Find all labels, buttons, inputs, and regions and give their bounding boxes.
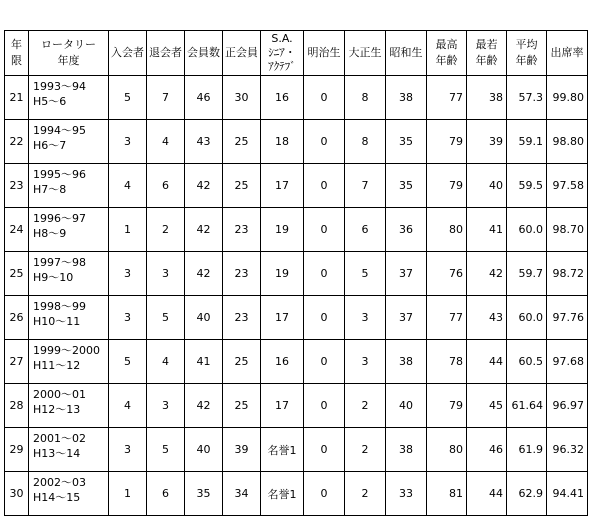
cell-term: 25 — [5, 252, 29, 296]
cell-min-age: 43 — [467, 296, 507, 340]
cell-member-count: 46 — [185, 76, 223, 120]
cell-term: 26 — [5, 296, 29, 340]
header-term — [5, 31, 29, 76]
cell-regular-members: 23 — [223, 252, 261, 296]
cell-member-count: 43 — [185, 120, 223, 164]
cell-attendance-rate: 97.68 — [547, 340, 588, 384]
header-term-line1: 年 — [11, 38, 22, 51]
cell-regular-members: 25 — [223, 340, 261, 384]
rotary-year-heisei: H12～13 — [33, 403, 81, 416]
cell-showa-born: 35 — [386, 164, 427, 208]
cell-regular-members: 30 — [223, 76, 261, 120]
cell-taisho-born: 3 — [345, 340, 386, 384]
header-max-age — [427, 31, 467, 76]
cell-max-age: 78 — [427, 340, 467, 384]
table-row — [5, 296, 588, 340]
cell-attendance-rate: 98.70 — [547, 208, 588, 252]
table-row — [5, 76, 588, 120]
cell-left: 4 — [147, 120, 185, 164]
cell-taisho-born: 7 — [345, 164, 386, 208]
header-min-age — [467, 31, 507, 76]
table-row — [5, 208, 588, 252]
cell-member-count: 40 — [185, 296, 223, 340]
cell-meiji-born: 0 — [304, 164, 345, 208]
cell-joined: 3 — [109, 252, 147, 296]
header-left: 退会者 — [147, 31, 185, 76]
rotary-year-western: 2002～03 — [33, 476, 86, 489]
header-attendance-rate: 出席率 — [547, 31, 588, 76]
header-avg-age-line1: 平均 — [515, 38, 538, 51]
cell-min-age: 46 — [467, 428, 507, 472]
cell-avg-age: 60.5 — [507, 340, 547, 384]
header-joined: 入会者 — [109, 31, 147, 76]
cell-left: 5 — [147, 296, 185, 340]
cell-rotary-year — [29, 340, 109, 384]
cell-attendance-rate: 96.32 — [547, 428, 588, 472]
cell-showa-born: 38 — [386, 76, 427, 120]
cell-meiji-born: 0 — [304, 340, 345, 384]
cell-showa-born: 40 — [386, 384, 427, 428]
cell-senior-active: 16 — [261, 340, 304, 384]
rotary-year-heisei: H6～7 — [33, 139, 67, 152]
rotary-year-heisei: H8～9 — [33, 227, 67, 240]
cell-taisho-born: 2 — [345, 472, 386, 516]
cell-senior-active: 18 — [261, 120, 304, 164]
cell-term: 23 — [5, 164, 29, 208]
cell-attendance-rate: 96.97 — [547, 384, 588, 428]
header-avg-age-line2: 年齢 — [515, 54, 538, 67]
cell-min-age: 42 — [467, 252, 507, 296]
rotary-year-heisei: H10～11 — [33, 315, 81, 328]
cell-regular-members: 34 — [223, 472, 261, 516]
cell-senior-active: 17 — [261, 296, 304, 340]
cell-avg-age: 59.5 — [507, 164, 547, 208]
cell-avg-age: 59.1 — [507, 120, 547, 164]
rotary-year-western: 2001～02 — [33, 432, 86, 445]
rotary-year-western: 1997～98 — [33, 256, 86, 269]
cell-taisho-born: 8 — [345, 76, 386, 120]
cell-left: 6 — [147, 472, 185, 516]
header-max-age-line2: 年齢 — [435, 54, 458, 67]
cell-min-age: 40 — [467, 164, 507, 208]
cell-min-age: 45 — [467, 384, 507, 428]
cell-joined: 5 — [109, 340, 147, 384]
cell-rotary-year — [29, 296, 109, 340]
cell-meiji-born: 0 — [304, 472, 345, 516]
cell-attendance-rate: 98.72 — [547, 252, 588, 296]
header-min-age-line1: 最若 — [475, 38, 498, 51]
cell-left: 3 — [147, 252, 185, 296]
cell-joined: 5 — [109, 76, 147, 120]
cell-meiji-born: 0 — [304, 296, 345, 340]
cell-joined: 4 — [109, 164, 147, 208]
cell-rotary-year — [29, 384, 109, 428]
cell-left: 2 — [147, 208, 185, 252]
cell-attendance-rate: 97.58 — [547, 164, 588, 208]
table-row — [5, 252, 588, 296]
cell-taisho-born: 3 — [345, 296, 386, 340]
cell-joined: 3 — [109, 296, 147, 340]
cell-showa-born: 33 — [386, 472, 427, 516]
cell-rotary-year — [29, 164, 109, 208]
cell-avg-age: 60.0 — [507, 296, 547, 340]
cell-member-count: 42 — [185, 384, 223, 428]
table-row — [5, 428, 588, 472]
cell-attendance-rate: 98.80 — [547, 120, 588, 164]
header-rotary-year-line1: ロータリー — [41, 38, 96, 51]
cell-rotary-year — [29, 120, 109, 164]
cell-joined: 1 — [109, 472, 147, 516]
cell-meiji-born: 0 — [304, 384, 345, 428]
rotary-year-heisei: H5～6 — [33, 95, 67, 108]
cell-term: 30 — [5, 472, 29, 516]
cell-rotary-year — [29, 472, 109, 516]
cell-showa-born: 36 — [386, 208, 427, 252]
header-meiji-born: 明治生 — [304, 31, 345, 76]
cell-member-count: 35 — [185, 472, 223, 516]
header-rotary-year — [29, 31, 109, 76]
cell-meiji-born: 0 — [304, 252, 345, 296]
header-senior-active-line1: S.A. — [271, 32, 293, 45]
cell-meiji-born: 0 — [304, 208, 345, 252]
header-member-count: 会員数 — [185, 31, 223, 76]
cell-regular-members: 39 — [223, 428, 261, 472]
cell-min-age: 41 — [467, 208, 507, 252]
rotary-year-heisei: H11～12 — [33, 359, 81, 372]
cell-regular-members: 25 — [223, 164, 261, 208]
cell-left: 3 — [147, 384, 185, 428]
cell-senior-active: 19 — [261, 208, 304, 252]
cell-term: 29 — [5, 428, 29, 472]
cell-rotary-year — [29, 76, 109, 120]
cell-max-age: 79 — [427, 120, 467, 164]
cell-term: 21 — [5, 76, 29, 120]
header-senior-active — [261, 31, 304, 76]
cell-rotary-year — [29, 252, 109, 296]
cell-regular-members: 23 — [223, 296, 261, 340]
cell-min-age: 44 — [467, 472, 507, 516]
rotary-year-western: 1998～99 — [33, 300, 86, 313]
cell-taisho-born: 5 — [345, 252, 386, 296]
cell-meiji-born: 0 — [304, 428, 345, 472]
cell-avg-age: 59.7 — [507, 252, 547, 296]
cell-rotary-year — [29, 428, 109, 472]
cell-max-age: 77 — [427, 76, 467, 120]
cell-max-age: 76 — [427, 252, 467, 296]
cell-attendance-rate: 94.41 — [547, 472, 588, 516]
cell-min-age: 38 — [467, 76, 507, 120]
header-regular-members: 正会員 — [223, 31, 261, 76]
cell-senior-active: 名誉1 — [261, 428, 304, 472]
rotary-year-western: 1994～95 — [33, 124, 86, 137]
cell-term: 28 — [5, 384, 29, 428]
cell-member-count: 41 — [185, 340, 223, 384]
cell-min-age: 39 — [467, 120, 507, 164]
table-row — [5, 472, 588, 516]
cell-showa-born: 37 — [386, 296, 427, 340]
rotary-year-western: 2000～01 — [33, 388, 86, 401]
table-row — [5, 120, 588, 164]
cell-attendance-rate: 99.80 — [547, 76, 588, 120]
header-rotary-year-line2: 年度 — [57, 54, 80, 67]
header-row — [5, 31, 588, 76]
table-row — [5, 340, 588, 384]
cell-max-age: 79 — [427, 164, 467, 208]
cell-senior-active: 17 — [261, 164, 304, 208]
cell-senior-active: 17 — [261, 384, 304, 428]
cell-max-age: 80 — [427, 428, 467, 472]
cell-regular-members: 23 — [223, 208, 261, 252]
cell-joined: 3 — [109, 428, 147, 472]
cell-joined: 1 — [109, 208, 147, 252]
rotary-year-heisei: H13～14 — [33, 447, 81, 460]
cell-left: 6 — [147, 164, 185, 208]
header-min-age-line2: 年齢 — [475, 54, 498, 67]
cell-member-count: 42 — [185, 252, 223, 296]
cell-avg-age: 60.0 — [507, 208, 547, 252]
cell-left: 7 — [147, 76, 185, 120]
rotary-year-western: 1999～2000 — [33, 344, 100, 357]
rotary-year-heisei: H14～15 — [33, 491, 81, 504]
cell-term: 24 — [5, 208, 29, 252]
cell-min-age: 44 — [467, 340, 507, 384]
cell-max-age: 81 — [427, 472, 467, 516]
cell-avg-age: 62.9 — [507, 472, 547, 516]
cell-senior-active: 名誉1 — [261, 472, 304, 516]
cell-member-count: 40 — [185, 428, 223, 472]
cell-senior-active: 19 — [261, 252, 304, 296]
cell-meiji-born: 0 — [304, 76, 345, 120]
cell-showa-born: 38 — [386, 340, 427, 384]
cell-taisho-born: 8 — [345, 120, 386, 164]
cell-term: 22 — [5, 120, 29, 164]
header-showa-born: 昭和生 — [386, 31, 427, 76]
header-term-line2: 限 — [11, 54, 22, 67]
rotary-year-western: 1993～94 — [33, 80, 86, 93]
table-row — [5, 164, 588, 208]
cell-joined: 4 — [109, 384, 147, 428]
header-taisho-born: 大正生 — [345, 31, 386, 76]
cell-taisho-born: 6 — [345, 208, 386, 252]
cell-rotary-year — [29, 208, 109, 252]
cell-showa-born: 38 — [386, 428, 427, 472]
rotary-year-heisei: H9～10 — [33, 271, 74, 284]
header-senior-active-line3: ｱｸﾃﾌﾞ — [268, 60, 296, 73]
header-max-age-line1: 最高 — [435, 38, 458, 51]
rotary-year-heisei: H7～8 — [33, 183, 67, 196]
cell-member-count: 42 — [185, 164, 223, 208]
cell-avg-age: 61.64 — [507, 384, 547, 428]
membership-statistics-table — [4, 30, 588, 516]
cell-left: 5 — [147, 428, 185, 472]
cell-member-count: 42 — [185, 208, 223, 252]
cell-regular-members: 25 — [223, 384, 261, 428]
cell-attendance-rate: 97.76 — [547, 296, 588, 340]
cell-regular-members: 25 — [223, 120, 261, 164]
cell-avg-age: 57.3 — [507, 76, 547, 120]
table-body — [5, 76, 588, 516]
cell-term: 27 — [5, 340, 29, 384]
cell-taisho-born: 2 — [345, 384, 386, 428]
rotary-year-western: 1996～97 — [33, 212, 86, 225]
cell-avg-age: 61.9 — [507, 428, 547, 472]
cell-max-age: 79 — [427, 384, 467, 428]
table-row — [5, 384, 588, 428]
header-senior-active-line2: ｼﾆｱ・ — [268, 46, 296, 59]
cell-max-age: 80 — [427, 208, 467, 252]
cell-max-age: 77 — [427, 296, 467, 340]
cell-taisho-born: 2 — [345, 428, 386, 472]
rotary-year-western: 1995～96 — [33, 168, 86, 181]
cell-meiji-born: 0 — [304, 120, 345, 164]
cell-showa-born: 37 — [386, 252, 427, 296]
header-avg-age — [507, 31, 547, 76]
cell-showa-born: 35 — [386, 120, 427, 164]
cell-left: 4 — [147, 340, 185, 384]
cell-joined: 3 — [109, 120, 147, 164]
cell-senior-active: 16 — [261, 76, 304, 120]
